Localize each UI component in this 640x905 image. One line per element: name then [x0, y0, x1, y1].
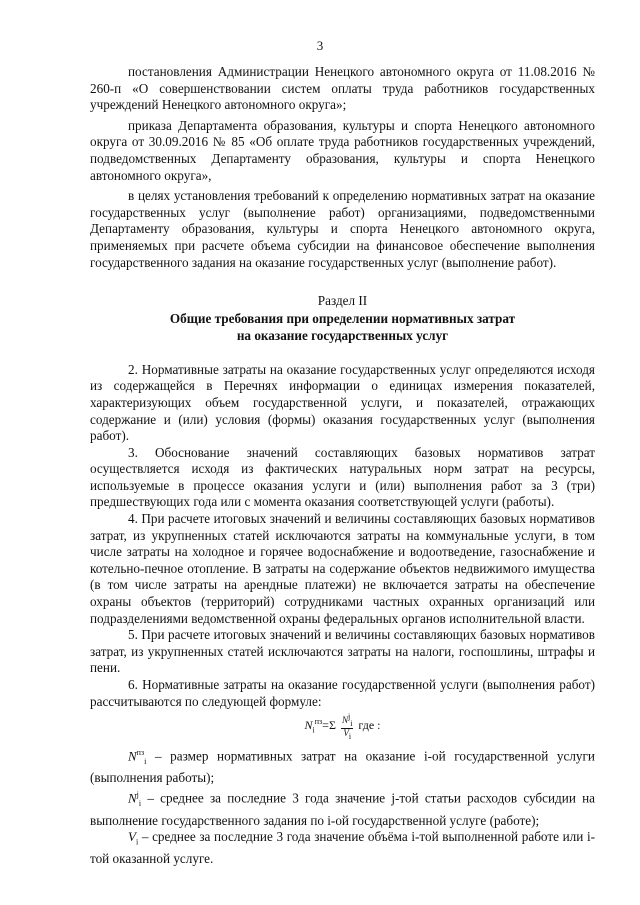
formula-lhs-sub: i	[312, 725, 315, 735]
formula-sum: =Σ	[322, 718, 336, 733]
formula-numerator: $N^j_i$	[341, 712, 353, 728]
definition-1: $N^{пз}_i$ – размер нормативных затрат на оказание i-ой государственной услуги (выполнения работы);	[90, 747, 595, 786]
cost-formula	[90, 712, 595, 741]
formula-lhs-sup: пз	[314, 717, 323, 727]
clause-2: 2. Нормативные затраты на оказание государственных услуг определяются исходя из содержащейся в Перечнях информации о единицах измерения показателей, характеризующих объем государственной услуги, и показателей, отражающих содержание и (или) условия (формы) оказания государственных услуг (выполнения работ).	[90, 361, 595, 444]
definition-3: $V_i$ – среднее за последние 3 года значение объёма i-той выполненной работе или i-той оказанной услуге.	[90, 829, 595, 867]
section-title-line-1: Общие требования при определении нормативных затрат	[169, 310, 516, 326]
clause-4: 4. При расчете итоговых значений и величины составляющих базовых нормативов затрат, из укрупненных статей исключаются затраты на коммунальные услуги, в том числе затраты на холодное и горячее водоснабжение и водоотведение, газоснабжение и котельно-печное отопление. В затраты на содержание объектов недвижимого имущества (в том числе затраты на арендные платежи) не включается затраты на обеспечение охраны объектов (территорий) сотрудниками частных охранных организаций или подразделениями ведомственной охраны федеральных органов исполнительной власти.	[90, 511, 595, 626]
section-title	[90, 310, 595, 344]
page-content	[90, 64, 595, 868]
clause-6: 6. Нормативные затраты на оказание государственной услуги (выполнения работ) рассчитываются по следующей формуле:	[90, 677, 595, 709]
section-label: Раздел II	[317, 293, 368, 309]
intro-paragraph-1: постановления Администрации Ненецкого автономного округа от 11.08.2016 № 260-п «О совершенствовании систем оплаты труда работников государственных учреждений Ненецкого автономного округа»;	[90, 64, 595, 113]
formula-fraction	[341, 712, 353, 741]
intro-paragraph-2: приказа Департамента образования, культуры и спорта Ненецкого автономного округа от 30.09.2016 № 85 «Об оплате труда работников государственных учреждений, подведомственных Департаменту образования, культуры и спорта Ненецкого автономного округа»,	[90, 117, 595, 183]
clause-3: 3. Обоснование значений составляющих базовых нормативов затрат осуществляется исходя из фактических натуральных норм затрат на ресурсы, используемые в процессе оказания услуги и (или) выполнения работ за 3 (три) предшествующих года или с момента оказания соответствующей услуги (работы).	[90, 444, 595, 510]
formula-tail: где :	[358, 718, 381, 733]
section-title-line-2: на оказание государственных услуг	[236, 327, 449, 343]
definition-2: $N^j_i$ – среднее за последние 3 года значение j-той статьи расходов субсидии на выполнение государственного задания по i-ой государственной услуге (работе);	[90, 790, 595, 828]
page-number: 3	[316, 38, 324, 53]
formula-denominator: $V_i$	[343, 727, 352, 741]
formula-lhs: N	[304, 718, 313, 733]
clause-5: 5. При расчете итоговых значений и величины составляющих базовых нормативов затрат, из укрупненных статей исключаются затраты на налоги, госпошлины, штрафы и пени.	[90, 627, 595, 676]
intro-paragraph-3: в целях установления требований к определению нормативных затрат на оказание государственных услуг (выполнение работ) организациями, подведомственными Департаменту образования, культуры и спорта Ненецкого автономного округа, применяемых при расчете объема субсидии на финансовое обеспечение выполнения государственного задания на оказание государственных услуг (выполнение работ).	[90, 188, 595, 270]
